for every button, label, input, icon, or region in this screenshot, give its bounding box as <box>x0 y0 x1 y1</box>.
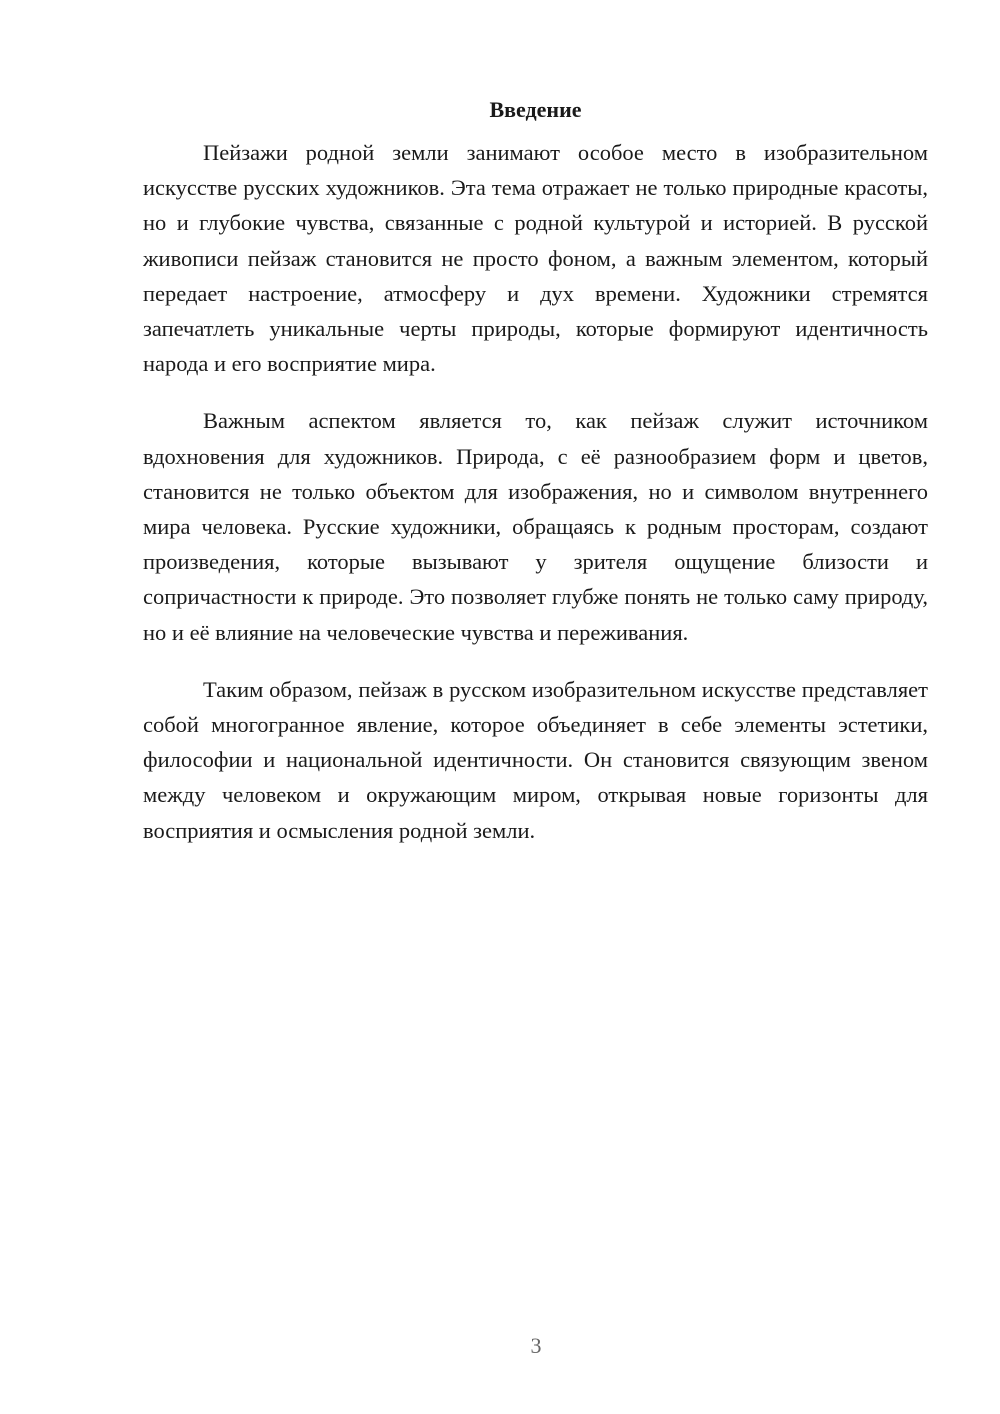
page-content <box>143 92 928 870</box>
paragraph-1: Пейзажи родной земли занимают особое место в изобразительном искусстве русских художников. Эта тема отражает не только природные красоты, но и глубокие чувства, связанные с родной культурой и историей. В русской живописи пейзаж становится не просто фоном, а важным элементом, который передает настроение, атмосферу и дух времени. Художники стремятся запечатлеть уникальные черты природы, которые формируют идентичность народа и его восприятие мира. <box>143 140 928 377</box>
paragraph-2: Важным аспектом является то, как пейзаж служит источником вдохновения для художников. Природа, с её разнообразием форм и цветов, становится не только объектом для изображения, но и символом внутреннего мира человека. Русские художники, обращаясь к родным просторам, создают произведения, которые вызывают у зрителя ощущение близости и сопричастности к природе. Это позволяет глубже понять не только саму природу, но и её влияние на человеческие чувства и переживания. <box>143 408 928 645</box>
paragraph-3: Таким образом, пейзаж в русском изобразительном искусстве представляет собой многогранное явление, которое объединяет в себе элементы эстетики, философии и национальной идентичности. Он становится связующим звеном между человеком и окружающим миром, открывая новые горизонты для восприятия и осмысления родной земли. <box>143 676 928 843</box>
page-number: 3 <box>530 1333 542 1358</box>
section-heading: Введение <box>489 97 582 122</box>
